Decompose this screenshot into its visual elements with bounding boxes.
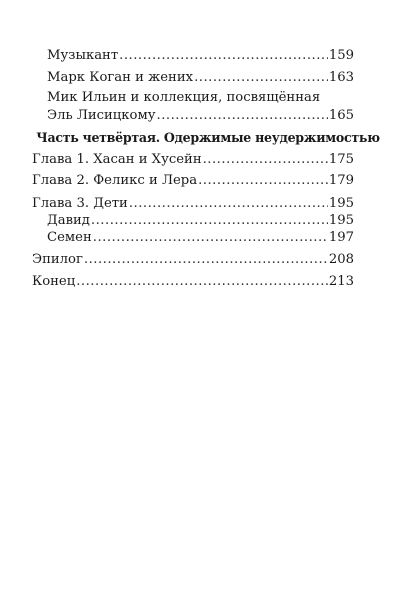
toc-epilogue-label: Эпилог [32, 252, 83, 267]
toc-end-page: 213 [328, 274, 354, 289]
toc-entry [47, 48, 354, 64]
toc-chapter-label: Глава 1. Хасан и Хусейн [32, 152, 202, 167]
dot-leader [194, 70, 328, 86]
dot-leader [203, 152, 328, 168]
toc-entry-label: Семен [47, 230, 92, 245]
toc-entry-page: 159 [328, 48, 354, 63]
toc-entry-page: 195 [328, 213, 354, 228]
toc-chapter-page: 179 [328, 173, 354, 188]
toc-entry-page: 163 [328, 70, 354, 85]
toc-chapter-label: Глава 3. Дети [32, 196, 128, 211]
toc-end-label: Конец [32, 274, 76, 289]
toc-entry-label: Марк Коган и жених [47, 70, 194, 85]
toc-entry [47, 108, 354, 124]
toc-entry [47, 70, 354, 86]
toc-entry-page: 165 [328, 108, 354, 123]
toc-entry-label: Давид [47, 213, 90, 228]
toc-entry [47, 213, 354, 229]
dot-leader [119, 48, 328, 64]
toc-entry-label-line1: Мик Ильин и коллекция, посвящённая [47, 90, 321, 105]
dot-leader [76, 274, 328, 290]
toc-epilogue [32, 252, 354, 268]
toc-chapter-label: Глава 2. Феликс и Лера [32, 173, 198, 188]
dot-leader [198, 173, 328, 189]
toc-entry [47, 230, 354, 246]
toc-entry-page: 197 [328, 230, 354, 245]
toc-chapter [32, 173, 354, 189]
toc-end [32, 274, 354, 290]
dot-leader [157, 108, 328, 124]
toc-epilogue-page: 208 [328, 252, 354, 267]
toc-chapter-page: 195 [328, 196, 354, 211]
toc-chapter [32, 152, 354, 168]
dot-leader [91, 213, 328, 229]
toc-chapter [32, 196, 354, 212]
dot-leader [84, 252, 328, 268]
toc-chapter-page: 175 [328, 152, 354, 167]
dot-leader [129, 196, 328, 212]
dot-leader [93, 230, 328, 246]
toc-entry-label-line2: Эль Лисицкому [47, 108, 156, 123]
toc-entry-label: Музыкант [47, 48, 119, 63]
part-heading: Часть четвёртая. Одержимые неудержимостью [36, 130, 380, 145]
